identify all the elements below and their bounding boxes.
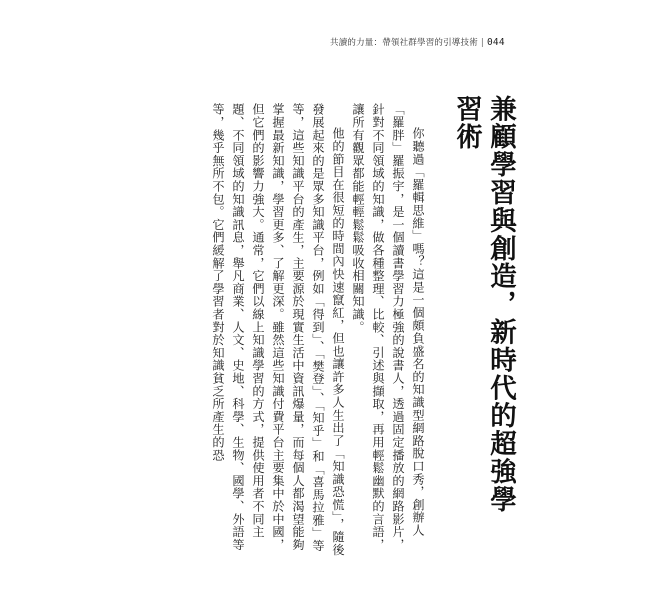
book-title: 共讀的力量：帶領社群學習的引導技術 <box>330 38 478 48</box>
header-separator: | <box>480 38 484 48</box>
page-number: 044 <box>486 37 505 48</box>
paragraph-1: 你聽過「羅輯思維」嗎？這是一個頗負盛名的知識型網路脫口秀，創辦人「羅胖」羅振宇，是一個讀書學習力極強的說書人，透過固定播放的網路影片，針對不同領域的知識，做各種整理、比較、引述與擷取，再用輕鬆幽默的言語，讓所有觀眾都能輕輕鬆鬆吸收相關知識。 <box>351 103 425 551</box>
section-title: 兼顧學習與創造，新時代的超強學習術 <box>451 95 516 514</box>
running-header <box>330 36 505 48</box>
paragraph-2: 他的節目在很短的時間內快速竄紅，但也讓許多人生出了「知識恐慌」，隨後發展起來的是眾多知識平台，例如「得到」、「樊登」、「知乎」和「喜馬拉雅」等等，這些知識平台的產生，主要源於現實生活中資訊爆量，而每個人都渴望能夠掌握最新知識，學習更多、了解更深。雖然這些知識付費平台主要集中於中國，但它們的影響力強大。通常，它們以線上知識學習的方式，提供使用者不同主題、不同領域的知識訊息，舉凡商業、人文、史地、科學、生物、國學、外語等等，幾乎無所不包。它們緩解了學習者對於知識貧乏所產生的恐 <box>211 103 345 557</box>
body-text <box>168 103 428 558</box>
